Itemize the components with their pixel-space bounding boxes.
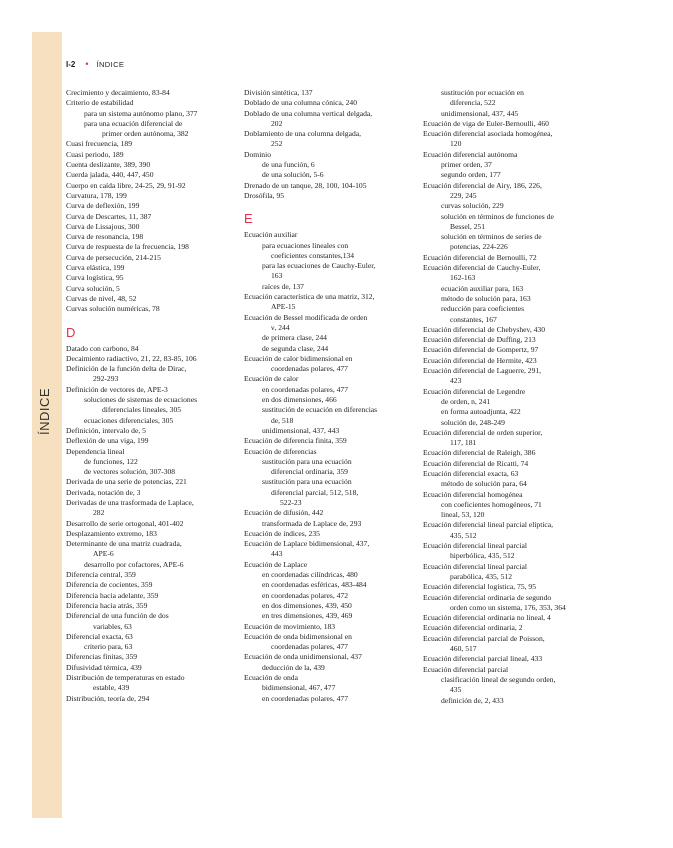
index-subentry: APE-15 bbox=[271, 302, 296, 312]
section-letter: E bbox=[244, 211, 253, 227]
index-entry: Curvas de nivel, 48, 52 bbox=[66, 293, 137, 303]
index-entry: División sintética, 137 bbox=[244, 88, 313, 97]
index-subentry: en coordenadas cilíndricas, 480 bbox=[262, 570, 358, 580]
index-entry: Doblado de una columna vertical delgada, bbox=[244, 108, 373, 118]
index-subentry: 292-293 bbox=[93, 374, 119, 384]
index-entry: Curva de deflexión, 199 bbox=[66, 201, 140, 211]
index-entry: Dependencia lineal bbox=[66, 446, 125, 456]
side-tab-label: ÍNDICE bbox=[37, 387, 52, 435]
page-header bbox=[66, 59, 124, 69]
page-number: I-2 bbox=[66, 60, 76, 69]
index-entry: Ecuación de calor bbox=[244, 374, 299, 384]
index-subentry: 282 bbox=[93, 508, 105, 518]
index-subentry: de una función, 6 bbox=[262, 160, 315, 170]
index-entry: Ecuación diferencial de Hermite, 423 bbox=[423, 355, 537, 365]
index-entry: Diferencia hacia atrás, 359 bbox=[66, 600, 148, 610]
index-subentry: ecuaciones diferenciales, 305 bbox=[84, 415, 174, 425]
index-entry: Curva de resonancia, 198 bbox=[66, 232, 144, 242]
index-entry: Curva de Lissajous, 300 bbox=[66, 221, 140, 231]
index-column-1 bbox=[66, 88, 236, 704]
index-entry: Ecuación diferencial lineal parcial bbox=[423, 541, 527, 551]
index-entry: Ecuación diferencial de Raleigh, 386 bbox=[423, 448, 536, 458]
index-subentry: diferencia, 522 bbox=[450, 98, 496, 108]
index-subentry: APE-6 bbox=[93, 549, 114, 559]
index-entry: Ecuación diferencial lineal parcial bbox=[423, 561, 527, 571]
index-entry: Ecuación de movimiento, 183 bbox=[244, 621, 336, 631]
index-entry: Ecuación diferencial de orden superior, bbox=[423, 427, 543, 437]
index-entry: Distribución, teoría de, 294 bbox=[66, 693, 150, 703]
index-subentry: método de solución para, 163 bbox=[441, 293, 531, 303]
index-subentry: de una solución, 5-6 bbox=[262, 170, 324, 180]
index-subentry: para una ecuación diferencial de bbox=[84, 118, 183, 128]
index-subentry: potencias, 224-226 bbox=[450, 242, 508, 252]
index-entry: Ecuación diferencial de Chebyshev, 430 bbox=[423, 324, 546, 334]
index-subentry: de funciones, 122 bbox=[84, 456, 138, 466]
index-subentry: diferencial parcial, 512, 518, bbox=[271, 487, 359, 497]
index-entry: Definición de la función delta de Dirac, bbox=[66, 364, 187, 374]
index-subentry: constantes, 167 bbox=[450, 314, 497, 324]
index-subentry: 202 bbox=[271, 118, 283, 128]
index-entry: Ecuación diferencial parcial lineal, 433 bbox=[423, 654, 543, 664]
index-subentry: en dos dimensiones, 439, 450 bbox=[262, 600, 352, 610]
index-subentry: de primera clase, 244 bbox=[262, 333, 327, 343]
index-entry: Desplazamiento extremo, 183 bbox=[66, 528, 157, 538]
index-entry: Curva de respuesta de la frecuencia, 198 bbox=[66, 242, 189, 252]
index-entry: Ecuación de calor bidimensional en bbox=[244, 353, 353, 363]
index-entry: Cuerda jalada, 440, 447, 450 bbox=[66, 170, 154, 180]
index-subentry: solución en términos de funciones de bbox=[441, 211, 554, 221]
index-subentry: de segunda clase, 244 bbox=[262, 343, 329, 353]
index-entry: Diferencia hacia adelante, 359 bbox=[66, 590, 159, 600]
index-entry: Ecuación diferencial homogénea bbox=[423, 489, 523, 499]
index-subentry: sustitución para una ecuación bbox=[262, 477, 352, 487]
index-entry: Criterio de estabilidad bbox=[66, 98, 134, 108]
index-subentry: 252 bbox=[271, 139, 283, 149]
index-subentry: desarrollo por cofactores, APE-6 bbox=[84, 559, 184, 569]
index-subentry: lineal, 53, 120 bbox=[441, 510, 485, 520]
index-entry: Derivada de una serie de potencias, 221 bbox=[66, 477, 187, 487]
index-entry: Determinante de una matriz cuadrada, bbox=[66, 539, 182, 549]
index-subentry: orden como un sistema, 176, 353, 364 bbox=[450, 602, 566, 612]
index-subentry: 117, 181 bbox=[450, 438, 477, 448]
index-subentry: segundo orden, 177 bbox=[441, 170, 501, 180]
index-subentry: 435, 512 bbox=[450, 530, 477, 540]
index-entry: Ecuación diferencial de Bernoulli, 72 bbox=[423, 252, 537, 262]
section-title: ÍNDICE bbox=[96, 60, 125, 69]
index-subentry: de vectores solución, 307-308 bbox=[84, 467, 176, 477]
index-column-2 bbox=[244, 88, 414, 704]
index-subentry: en coordenadas polares, 477 bbox=[262, 384, 349, 394]
index-subentry: raíces de, 137 bbox=[262, 281, 304, 291]
index-subentry: Bessel, 251 bbox=[450, 221, 486, 231]
index-entry: Ecuación diferencial de Gompertz, 97 bbox=[423, 345, 539, 355]
index-subentry: deducción de la, 439 bbox=[262, 662, 325, 672]
index-subentry: reducción para coeficientes bbox=[441, 304, 525, 314]
index-subentry: en coordenadas polares, 472 bbox=[262, 590, 349, 600]
index-entry: Ecuación de diferencia finita, 359 bbox=[244, 436, 347, 446]
index-subentry: coordenadas polares, 477 bbox=[271, 642, 348, 652]
index-entry: Curva de Descartes, 11, 387 bbox=[66, 211, 152, 221]
index-subentry: ecuación auxiliar para, 163 bbox=[441, 283, 524, 293]
index-entry: Difusividad térmica, 439 bbox=[66, 662, 142, 672]
index-subentry: en coordenadas polares, 477 bbox=[262, 693, 349, 703]
index-subentry: sustitución por ecuación en bbox=[441, 88, 524, 97]
index-subentry: 443 bbox=[271, 549, 283, 559]
index-entry: Ecuación auxiliar bbox=[244, 230, 298, 240]
index-entry: Diferencia central, 359 bbox=[66, 570, 136, 580]
index-entry: Curva de persecución, 214-215 bbox=[66, 252, 161, 262]
index-entry: Cuasi frecuencia, 189 bbox=[66, 139, 132, 149]
index-subentry: de, 518 bbox=[271, 415, 294, 425]
index-subentry: método de solución para, 64 bbox=[441, 479, 527, 489]
index-subentry: en tres dimensiones, 439, 469 bbox=[262, 611, 353, 621]
index-subentry: hiperbólica, 435, 512 bbox=[450, 551, 515, 561]
index-entry: Curva logística, 95 bbox=[66, 273, 124, 283]
index-entry: Doblamiento de una columna delgada, bbox=[244, 129, 362, 139]
index-subentry: 163 bbox=[271, 271, 283, 281]
index-subentry: en dos dimensiones, 466 bbox=[262, 395, 337, 405]
index-subentry: 120 bbox=[450, 139, 462, 149]
bullet-icon: • bbox=[85, 59, 89, 69]
index-entry: Ecuación diferencial asociada homogénea, bbox=[423, 129, 553, 139]
index-entry: Ecuación diferencial logística, 75, 95 bbox=[423, 582, 537, 592]
index-subentry: diferencial ordinaria, 359 bbox=[271, 467, 348, 477]
index-entry: Ecuación característica de una matriz, 312, bbox=[244, 292, 375, 302]
index-entry: Ecuación diferencial ordinaria no lineal, 4 bbox=[423, 613, 551, 623]
index-entry: Curva elástica, 199 bbox=[66, 263, 125, 273]
index-entry: Ecuación diferencial de Ricatti, 74 bbox=[423, 458, 529, 468]
index-subentry: diferenciales lineales, 305 bbox=[102, 405, 182, 415]
index-subentry: curvas solución, 229 bbox=[441, 201, 504, 211]
index-entry: Diferencias finitas, 359 bbox=[66, 652, 138, 662]
index-subentry: 460, 517 bbox=[450, 644, 477, 654]
index-entry: Curva solución, 5 bbox=[66, 283, 120, 293]
index-subentry: coeficientes constantes,134 bbox=[271, 250, 355, 260]
index-entry: Ecuación de viga de Euler-Bernoulli, 460 bbox=[423, 118, 549, 128]
index-entry: Ecuación de onda bidimensional en bbox=[244, 631, 352, 641]
index-entry: Curvas solución numéricas, 78 bbox=[66, 304, 160, 314]
index-subentry: 522-23 bbox=[280, 497, 302, 507]
index-entry: Curvatura, 178, 199 bbox=[66, 190, 127, 200]
index-entry: Desarrollo de serie ortogonal, 401-402 bbox=[66, 518, 184, 528]
index-subentry: para ecuaciones lineales con bbox=[262, 240, 349, 250]
index-entry: Diferencial exacta, 63 bbox=[66, 631, 133, 641]
index-subentry: coordenadas polares, 477 bbox=[271, 364, 348, 374]
index-entry: Derivada, notación de, 3 bbox=[66, 487, 141, 497]
index-subentry: en coordenadas esféricas, 483-484 bbox=[262, 580, 367, 590]
index-subentry: con coeficientes homogéneos, 71 bbox=[441, 499, 542, 509]
index-subentry: para un sistema autónomo plano, 377 bbox=[84, 108, 198, 118]
index-entry: Ecuación de Laplace bidimensional, 437, bbox=[244, 539, 370, 549]
index-subentry: en forma autoadjunta, 422 bbox=[441, 407, 521, 417]
index-subentry: unidimensional, 437, 443 bbox=[262, 425, 340, 435]
index-entry: Ecuación de diferencias bbox=[244, 446, 317, 456]
index-entry: Deflexión de una viga, 199 bbox=[66, 436, 149, 446]
index-subentry: primer orden, 37 bbox=[441, 160, 492, 170]
index-subentry: 162-163 bbox=[450, 273, 476, 283]
index-entry: Ecuación de Laplace bbox=[244, 559, 308, 569]
index-subentry: criterio para, 63 bbox=[84, 642, 133, 652]
index-entry: Decaimiento radiactivo, 21, 22, 83-85, 106 bbox=[66, 353, 197, 363]
index-entry: Diferencial de una función de dos bbox=[66, 611, 169, 621]
index-entry: Cuasi periodo, 189 bbox=[66, 149, 124, 159]
index-column-3 bbox=[423, 88, 595, 706]
index-entry: Ecuación de difusión, 442 bbox=[244, 508, 324, 518]
section-letter: D bbox=[66, 324, 76, 340]
index-entry: Ecuación diferencial de Airy, 186, 226, bbox=[423, 180, 542, 190]
index-subentry: de orden, n, 241 bbox=[441, 396, 491, 406]
index-subentry: transformada de Laplace de, 293 bbox=[262, 518, 362, 528]
index-entry: Definición de vectores de, APE-3 bbox=[66, 384, 168, 394]
index-entry: Ecuación diferencial autónoma bbox=[423, 149, 518, 159]
index-entry: Derivadas de una trasformada de Laplace, bbox=[66, 497, 194, 507]
index-entry: Ecuación diferencial de Cauchy-Euler, bbox=[423, 263, 541, 273]
index-subentry: ν, 244 bbox=[271, 322, 290, 332]
index-subentry: para las ecuaciones de Cauchy-Euler, bbox=[262, 261, 376, 271]
index-entry: Drenado de un tanque, 28, 100, 104-105 bbox=[244, 180, 367, 190]
index-entry: Ecuación de Bessel modificada de orden bbox=[244, 312, 368, 322]
index-entry: Diferencia de cocientes, 359 bbox=[66, 580, 153, 590]
index-entry: Ecuación diferencial ordinaria, 2 bbox=[423, 623, 523, 633]
index-subentry: 435 bbox=[450, 685, 462, 695]
index-entry: Ecuación diferencial parcial bbox=[423, 664, 509, 674]
index-entry: Doblado de una columna cónica, 240 bbox=[244, 98, 358, 108]
index-entry: Dominio bbox=[244, 149, 272, 159]
index-subentry: parabólica, 435, 512 bbox=[450, 571, 512, 581]
index-entry: Ecuación diferencial lineal parcial elíptica, bbox=[423, 520, 554, 530]
index-entry: Ecuación diferencial exacta, 63 bbox=[423, 468, 519, 478]
index-entry: Ecuación de onda unidimensional, 437 bbox=[244, 652, 362, 662]
index-subentry: 423 bbox=[450, 376, 462, 386]
index-subentry: estable, 439 bbox=[93, 683, 130, 693]
index-subentry: 229, 245 bbox=[450, 190, 477, 200]
index-subentry: variables, 63 bbox=[93, 621, 132, 631]
index-subentry: bidimensional, 467, 477 bbox=[262, 683, 336, 693]
index-entry: Ecuación diferencial de Duffing, 213 bbox=[423, 335, 536, 345]
index-entry: Ecuación diferencial parcial de Poisson, bbox=[423, 633, 545, 643]
index-entry: Cuenta deslizante, 389, 390 bbox=[66, 160, 151, 170]
index-subentry: sustitución de ecuación en diferencias bbox=[262, 405, 378, 415]
index-entry: Drosófila, 95 bbox=[244, 190, 285, 200]
index-entry: Ecuación de índices, 235 bbox=[244, 528, 320, 538]
index-entry: Datado con carbono, 84 bbox=[66, 343, 139, 353]
index-subentry: solución de, 248-249 bbox=[441, 417, 505, 427]
index-entry: Ecuación diferencial ordinaria de segundo bbox=[423, 592, 552, 602]
index-entry: Definición, intervalo de, 5 bbox=[66, 425, 146, 435]
index-subentry: clasificación lineal de segundo orden, bbox=[441, 674, 556, 684]
index-entry: Ecuación diferencial de Legendre bbox=[423, 386, 526, 396]
index-subentry: sustitución para una ecuación bbox=[262, 456, 352, 466]
index-entry: Ecuación de onda bbox=[244, 673, 298, 683]
index-subentry: unidimensional, 437, 445 bbox=[441, 108, 519, 118]
index-entry: Cuerpo en caída libre, 24-25, 29, 91-92 bbox=[66, 180, 186, 190]
index-subentry: solución en términos de series de bbox=[441, 232, 542, 242]
index-entry: Distribución de temperaturas en estado bbox=[66, 673, 185, 683]
index-entry: Ecuación diferencial de Laguerre, 291, bbox=[423, 366, 542, 376]
index-subentry: soluciones de sistemas de ecuaciones bbox=[84, 395, 198, 405]
index-subentry: primer orden autónoma, 382 bbox=[102, 129, 189, 139]
index-subentry: definición de, 2, 433 bbox=[441, 695, 504, 705]
index-entry: Crecimiento y decaimiento, 83-84 bbox=[66, 88, 170, 97]
